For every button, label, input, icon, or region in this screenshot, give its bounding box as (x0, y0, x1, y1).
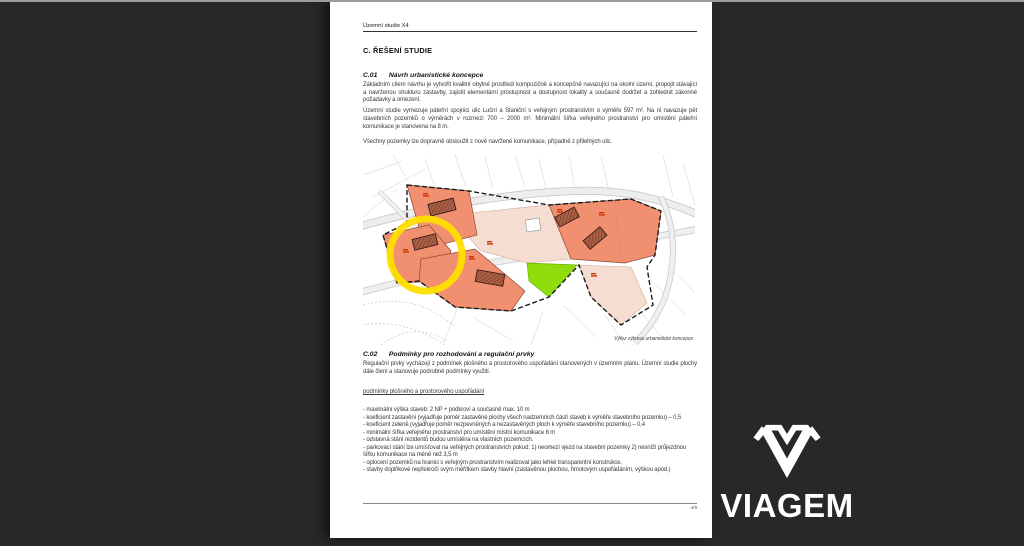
viagem-watermark (703, 415, 871, 525)
heading-c01-title: Návrh urbanistické koncepce (388, 72, 484, 79)
heading-c01-number: C.01 (363, 72, 378, 79)
heading-c02-number: C.02 (363, 350, 378, 358)
page-footer (363, 503, 697, 510)
existing-house (525, 218, 541, 232)
condition-item: - minimální šířka veřejného prostranství pro umístění místní komunikace 8 m (363, 429, 556, 436)
section-heading: C. ŘEŠENÍ STUDIE (363, 46, 433, 55)
heading-c01 (363, 72, 697, 79)
condition-item: - maximální výška staveb: 2 NP + podkroví a současně max. 10 m (363, 407, 530, 414)
document-page[interactable] (330, 0, 712, 538)
paragraph-c01-1: Základním cílem návrhu je vytvořit kvalitní obytné prostředí kompozičně a koncepčně navazující na okolní území, propojit stávající a navrženou strukturu zástavby, zajistit elementární prostupnost a dostupnost lokality a současně dodržet a zohlednit zákonné požadavky a omezení. (363, 82, 697, 104)
conditions-list (363, 407, 697, 475)
brand-text: VIAGEM (720, 487, 854, 524)
condition-item: - stavby doplňkové nepřekročí svým měřítkem stavby hlavní (zastavěnou plochou, hmotovým uspořádáním, výškou apod.) (363, 467, 671, 474)
document-header: Územní studie X4 (363, 23, 409, 29)
paragraph-c01-2: Územní studie vymezuje páteřní spojnici ulic Luční a Staniční s veřejným prostranstvím o výměře 597 m². Na ni navazuje pět stavebních pozemků o výměrách v rozmezí 700 – 2000 m². Minimální šířka veřejného prostranství pro umístění páteřní komunikace je stanovena na 8 m. (363, 108, 697, 130)
paragraph-c02-1: Regulační prvky vycházejí z podmínek plošného a prostorového uspořádání stanovených v územním plánu. Územní studie plochy dále člení a stanovuje podrobné podmínky využití. (363, 360, 697, 375)
header-rule (363, 31, 697, 32)
urban-concept-map (363, 155, 695, 345)
heading-c02 (363, 351, 697, 358)
condition-item: - koeficient zastavění (vyjadřuje poměr zastavěné plochy všech nadzemních částí staveb k výměře stavebního pozemku) – 0,5 (363, 414, 682, 421)
conditions-subheading: podmínky plošného a prostorového uspořádání (363, 389, 485, 396)
window-top-edge (0, 0, 1024, 2)
condition-item: - odstavná stání rezidentů budou umístěna na vlastních pozemcích. (363, 437, 534, 444)
gem-icon (752, 415, 822, 481)
condition-item: - parkovací stání lze umísťovat na veřejných prostranstvích pokud: 1) neomezí vjezd na stavební pozemky 2) nesníží průjezdnou šířku komunikace na méně než 3,5 m (363, 444, 687, 459)
condition-item: - oplocení pozemků na hranici s veřejným prostranstvím realizovat jako lehké transparentní konstrukce. (363, 459, 622, 466)
page-number: 4/9 (690, 505, 697, 510)
document-content (363, 0, 697, 475)
map-caption: Výřez výkresu urbanistické koncepce (614, 335, 693, 342)
condition-item: - koeficient zeleně (vyjadřuje poměr nezpevněných a nezastavěných ploch k výměře stavebního pozemku) – 0,4 (363, 422, 645, 429)
paragraph-c01-3: Všechny pozemky lze dopravně obsloužit z nově navržené komunikace, případně z přilehlých ulic. (363, 139, 613, 146)
heading-c02-title: Podmínky pro rozhodování a regulační prvky (388, 350, 535, 358)
map-image (363, 155, 695, 345)
